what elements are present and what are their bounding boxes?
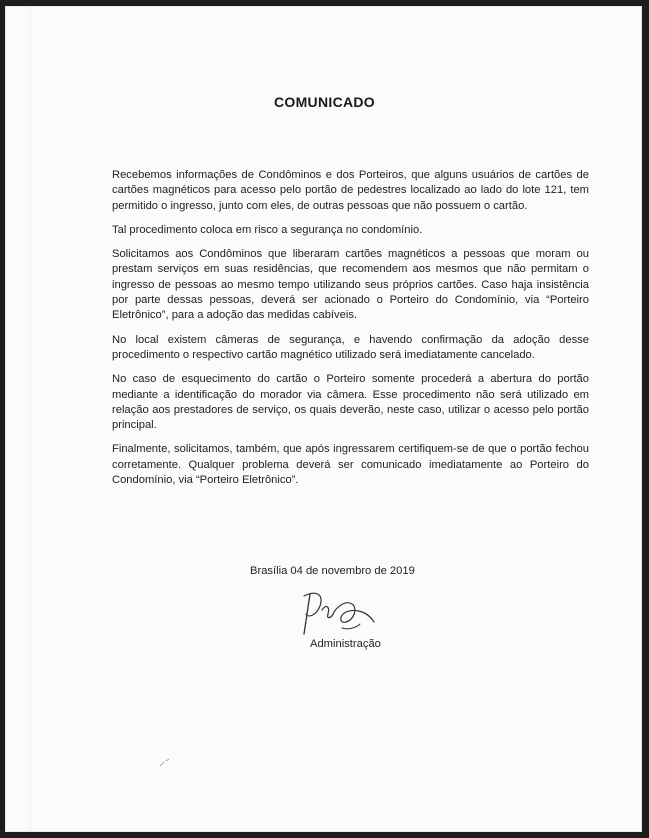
page-fold-line [30,6,31,832]
document-body [112,168,589,497]
document-title: COMUNICADO [274,94,375,110]
paragraph-risk: Tal procedimento coloca em risco a segurança no condomínio. [112,223,423,236]
paragraph-request: Solicitamos aos Condôminos que liberaram cartões magnéticos a pessoas que moram ou prestam serviços em suas residências, que recomendem aos mesmos que não permitam o ingresso de pessoas ao mesmo tempo utilizando seus próprios cartões. Caso haja insistência por parte dessas pessoas, deverá ser acionado o Porteiro do Condomínio, via “Porteiro Eletrônico”, para a adoção das medidas cabíveis. [112,248,589,322]
scan-speck [158,758,172,768]
paragraph-cameras: No local existem câmeras de segurança, e havendo confirmação da adoção desse procedimento o respectivo cartão magnético utilizado será imediatamente cancelado. [112,333,589,361]
paragraph-forgotten-card: No caso de esquecimento do cartão o Porteiro somente procederá a abertura do portão mediante a identificação do morador via câmera. Esse procedimento não será utilizado em relação aos prestadores de serviço, os quais deverão, neste caso, utilizar o acesso pelo portão principal. [112,373,589,432]
paragraph-final: Finalmente, solicitamos, também, que após ingressarem certifiquem-se de que o portão fechou corretamente. Qualquer problema deverá ser comunicado imediatamente ao Porteiro do Condomínio, via “Porteiro Eletrônico”. [112,443,589,487]
signatory-label: Administração [310,638,381,650]
paragraph-reports: Recebemos informações de Condôminos e dos Porteiros, que alguns usuários de cartões de cartões magnéticos para acesso pelo portão de pedestres localizado ao lado do lote 121, tem permitido o ingresso, junto com eles, de outras pessoas que não possuem o cartão. [112,169,589,212]
date-line: Brasília 04 de novembro de 2019 [250,565,415,577]
